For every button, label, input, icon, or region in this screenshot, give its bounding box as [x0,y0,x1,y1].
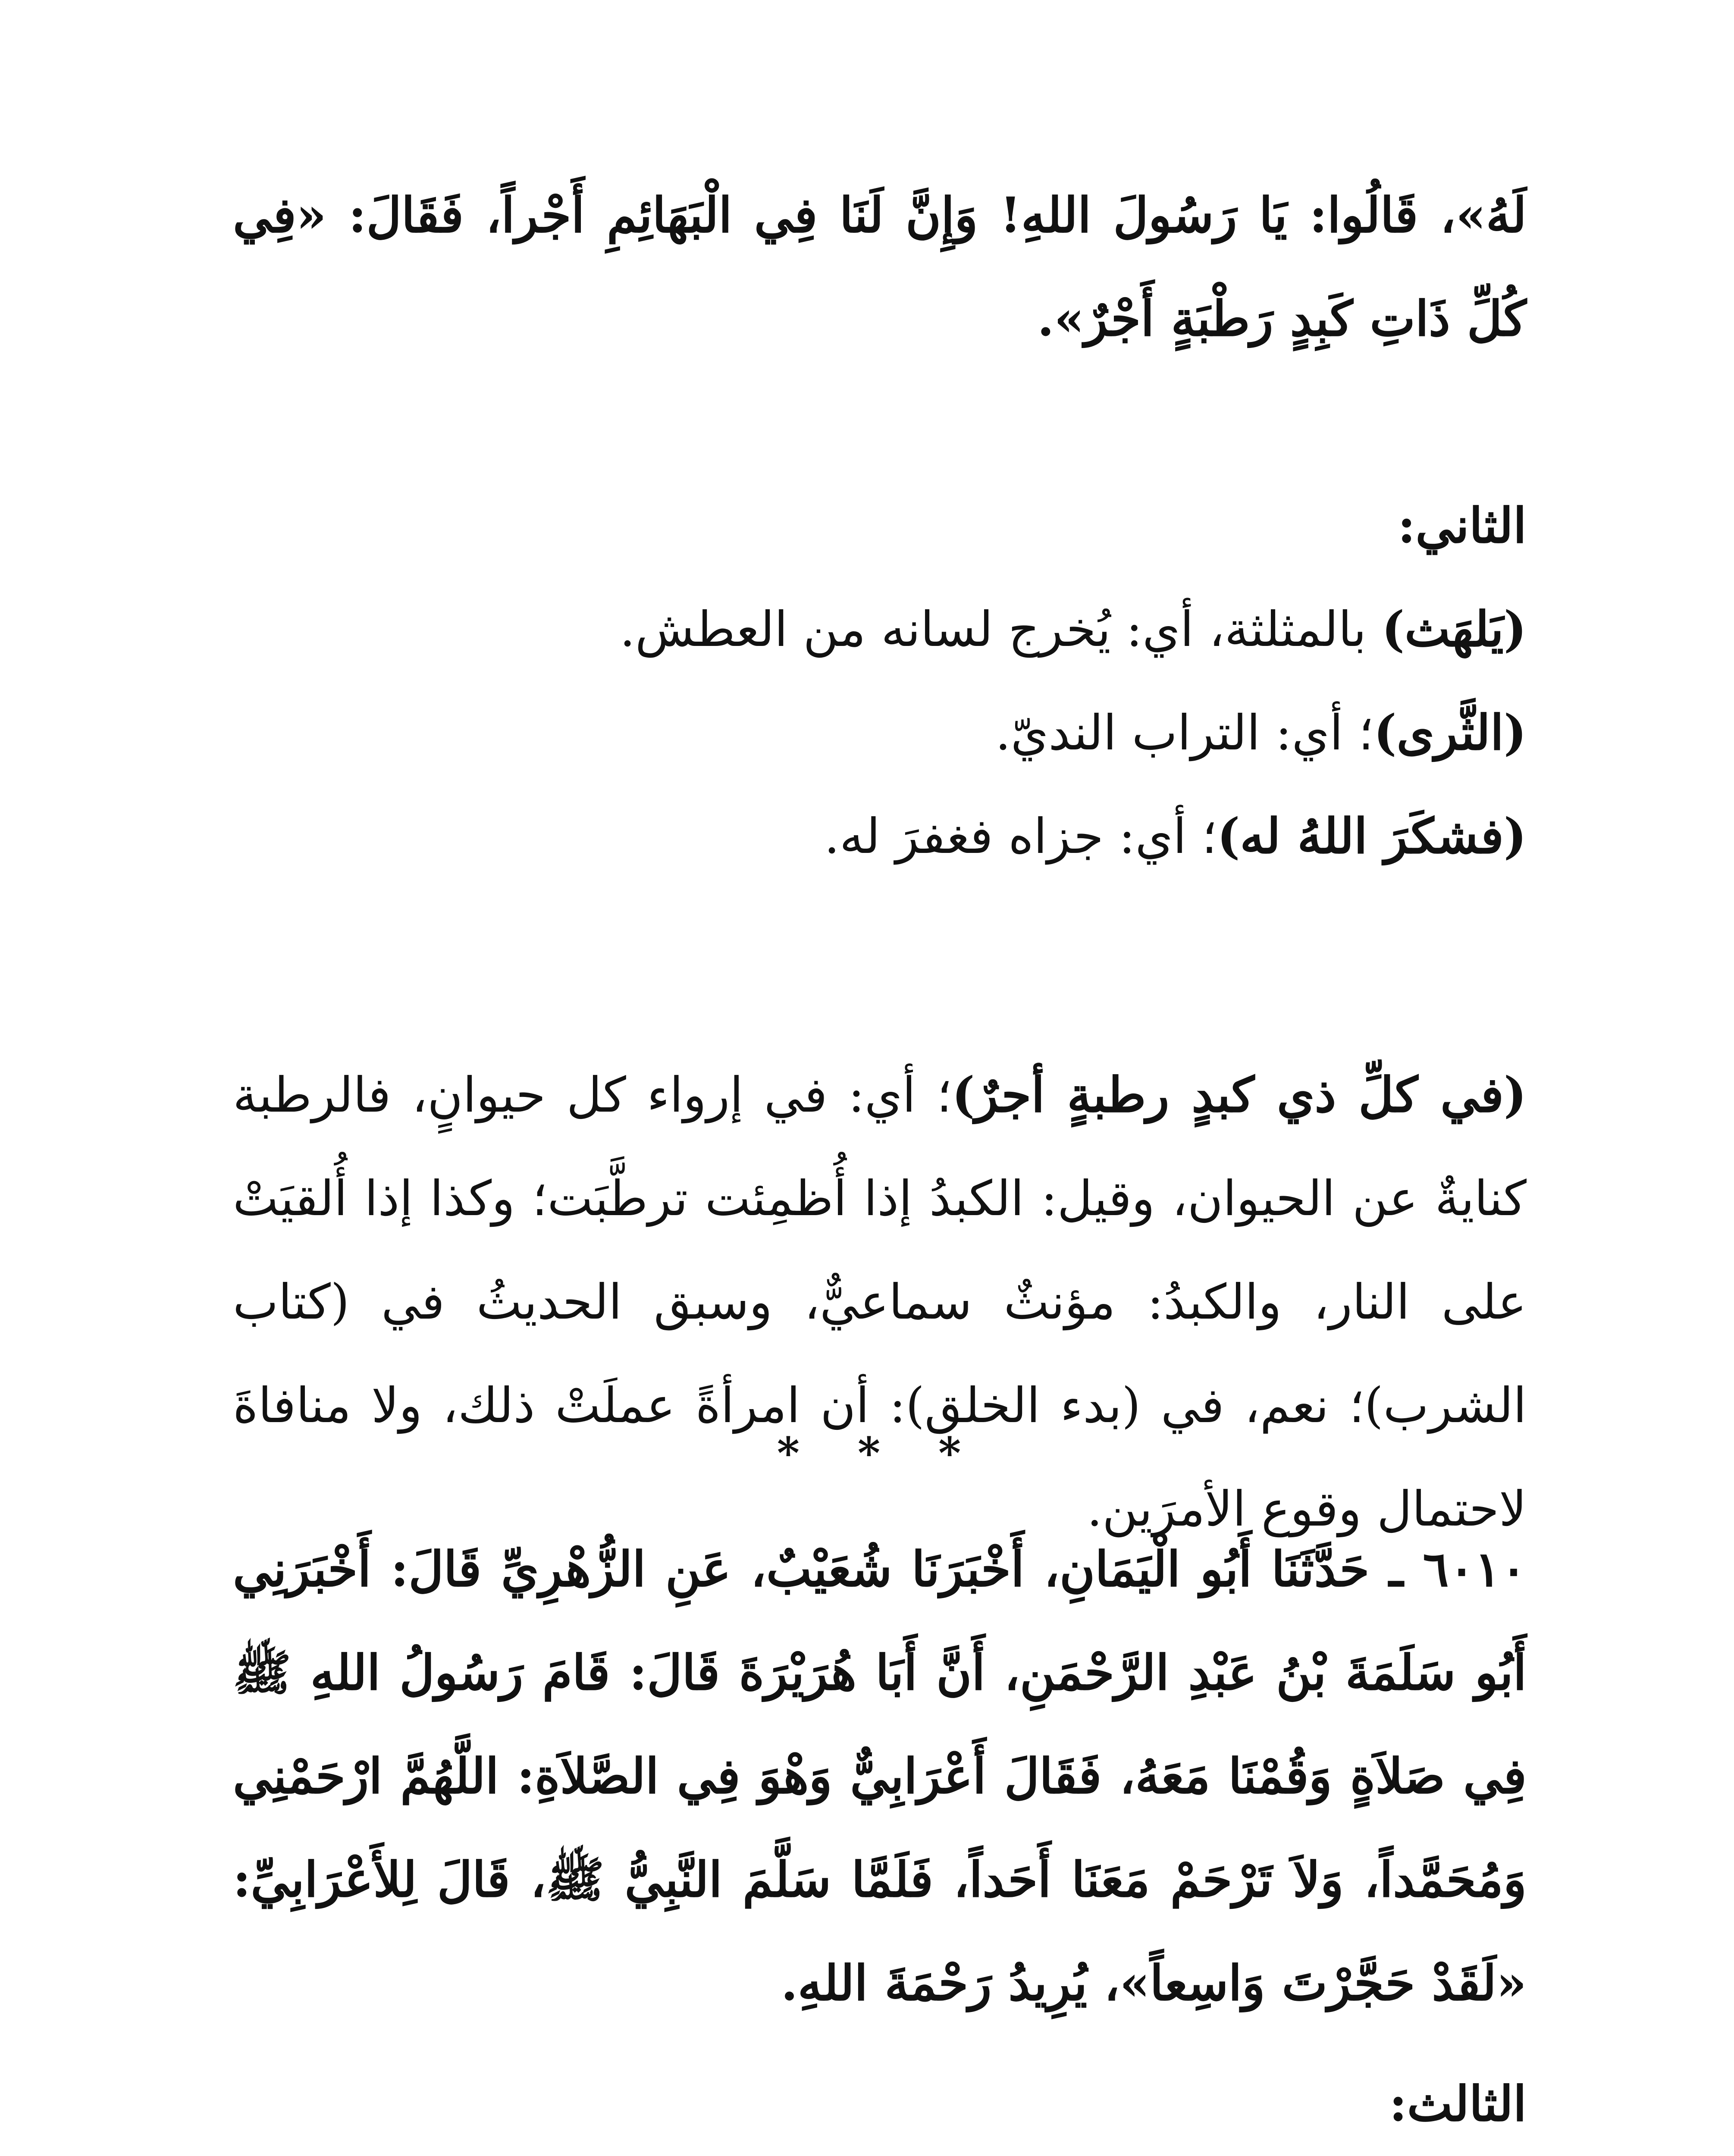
gloss-term: (يَلهَث) [1382,601,1527,658]
section-divider [233,1393,1527,1518]
gloss-term: (فشكَرَ اللهُ له) [1217,808,1527,865]
gloss-item [233,578,1527,681]
commentary-section-three [233,2053,1527,2156]
gloss-term: (في كلِّ ذي كبدٍ رطبةٍ أجرٌ) [952,1067,1527,1123]
section-three-heading: الثالث: [1389,2076,1527,2132]
section-two-heading: الثاني: [1397,498,1527,554]
hadith-6010-text: ٦٠١٠ ـ حَدَّثَنَا أَبُو الْيَمَانِ، أَخْبَرَنَا شُعَيْبٌ، عَنِ الزُّهْرِيِّ قَالَ: أَخْبَرَنِي أَبُو سَلَمَةَ بْنُ عَبْدِ الرَّحْمَنِ، أَنَّ أَبَا هُرَيْرَةَ قَالَ: قَامَ رَسُولُ اللهِ ﷺ فِي صَلاَةٍ وَقُمْنَا مَعَهُ، فَقَالَ أَعْرَابِيٌّ وَهْوَ فِي الصَّلاَةِ: اللَّهُمَّ ارْحَمْنِي وَمُحَمَّداً، وَلاَ تَرْحَمْ مَعَنَا أَحَداً، فَلَمَّا سَلَّمَ النَّبِيُّ ﷺ، قَالَ لِلأَعْرَابِيِّ: «لَقَدْ حَجَّرْتَ وَاسِعاً»، يُرِيدُ رَحْمَةَ اللهِ. [233,1541,1527,2012]
gloss-explanation: بالمثلثة، أي: يُخرج لسانه من العطش. [620,602,1382,658]
gloss-explanation: ؛ أي: في إرواء كل حيوانٍ، فالرطبة كنايةٌ عن الحيوان، وقيل: الكبدُ إذا أُظمِئت ترطَّبَت؛ وكذا إذا أُلقيَتْ على النار، والكبدُ: مؤنثٌ سماعيٌّ، وسبق الحديثُ في (كتاب الشرب)؛ نعم، في (بدء الخلق): أن امرأةً عملَتْ ذلك، ولا منافاةَ لاحتمال وقوع الأمرَين. [233,1067,1527,1537]
book-page [233,164,1527,2156]
hadith-continuation-text: لَهُ»، قَالُوا: يَا رَسُولَ اللهِ! وَإِنَّ لَنَا فِي الْبَهَائِمِ أَجْراً، فَقَالَ: «فِي كُلِّ ذَاتِ كَبِدٍ رَطْبَةٍ أَجْرٌ». [233,187,1527,347]
gloss-explanation: ؛ أي: جزاه فغفرَ له. [824,808,1217,865]
hadith-continuation [233,164,1527,371]
gloss-item [233,681,1527,785]
gloss-explanation: ؛ أي: التراب النديّ. [995,705,1374,761]
gloss-term: (الثَّرى) [1373,705,1527,761]
asterisk-divider: * * * [777,1428,983,1479]
gloss-item [233,785,1527,888]
hadith-6010 [233,1518,1527,2035]
commentary-section-two [233,474,1527,888]
